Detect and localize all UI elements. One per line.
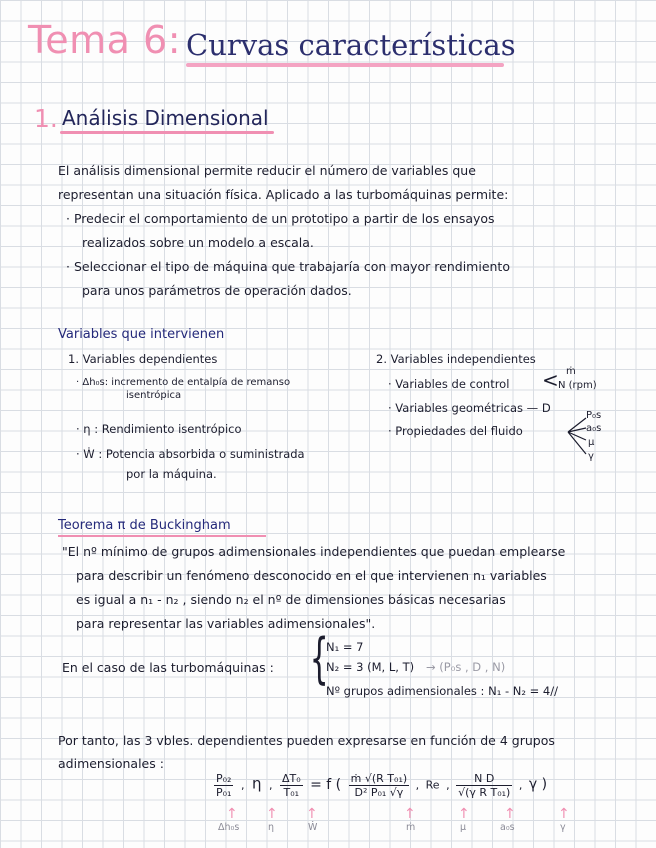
ind-item-3-p0s: P₀s [586,410,602,421]
ind-item-3-gamma: γ [588,451,594,462]
section-underline [60,131,274,134]
conclusion-line-2: adimensionales : [58,756,164,771]
case-line-3: Nº grupos adimensionales : N₁ - N₂ = 4// [326,684,558,698]
under-label-6: a₀s [500,822,515,833]
intro-bullet-1-line-2: realizados sobre un modelo a escala. [82,235,314,250]
case-label: En el caso de las turbomáquinas : [62,660,274,675]
section-number: 1. [34,104,58,133]
theorem-line-2: para describir un fenómeno desconocido en el que intervienen n₁ variables [76,568,547,583]
eta-symbol: η [251,774,262,793]
intro-bullet-1-line-1: · Predecir el comportamiento de un prototipo a partir de los ensayos [66,211,495,226]
formula-row: $\frac{\text{P₀₂}}{\text{P₀₁}}$ , η , $\frac{\text{ΔT₀}}{\text{T₀₁}}$ = f ( $\frac{\text{ṁ √(R T₀₁)}}{\text{D² P₀₁ √γ}}$ , Re , $\frac{\text{N D}}{\text{√(γ R T₀₁)}}$ , γ ) [216,772,548,799]
ind-item-1: · Variables de control [388,377,510,391]
intro-bullet-2-line-2: para unos parámetros de operación dados. [82,283,352,298]
case-line-2-extra: → (P₀s , D , N) [426,660,506,674]
page-title: Curvas características [186,28,516,62]
arrow-1: ↑ [226,806,238,822]
under-label-4: ṁ [406,822,416,833]
dep-item-3-line-1: · Ẇ : Potencia absorbida o suministrada [76,447,305,461]
fraction-pressure-ratio: $\frac{\text{P₀₂}}{\text{P₀₁}}$ [216,772,232,799]
ind-item-3-mu: μ [588,437,595,448]
under-label-7: γ [560,822,566,833]
reynolds-symbol: Re [425,778,440,792]
ind-item-1-rpm: N (rpm) [558,380,597,391]
dep-item-2: · η : Rendimiento isentrópico [76,422,242,436]
variables-heading: Variables que intervienen [58,327,225,342]
dep-item-1-line-2: isentrópica [126,390,182,401]
theorem-underline [58,535,266,537]
theorem-line-1: "El nº mínimo de grupos adimensionales independientes que puedan emplearse [62,544,566,559]
under-label-3: Ẇ [308,822,318,833]
arrow-5: ↑ [458,806,470,822]
ind-item-2: · Variables geométricas — D [388,401,551,415]
theorem-line-3: es igual a n₁ - n₂ , siendo n₂ el nº de dimensiones básicas necesarias [76,592,506,607]
tema-label: Tema 6: [28,18,181,62]
gamma-end: γ ) [528,776,548,793]
fluid-branch-lines [566,414,588,464]
arrow-6: ↑ [504,806,516,822]
intro-line-2: representan una situación física. Aplicado a las turbomáquinas permite: [58,187,509,202]
section-title: Análisis Dimensional [62,106,269,130]
under-label-1: Δh₀s [218,822,240,833]
dependent-heading: 1. Variables dependientes [68,352,218,366]
theorem-line-4: para representar las variables adimensionales". [76,616,376,631]
arrow-3: ↑ [306,806,318,822]
case-brace: { [309,627,329,690]
intro-bullet-2-line-1: · Seleccionar el tipo de máquina que trabajaría con mayor rendimiento [66,259,510,274]
fraction-speed: $\frac{\text{N D}}{\text{√(γ R T₀₁)}}$ [458,772,511,799]
control-brace: < [542,368,559,392]
case-line-1: N₁ = 7 [326,640,364,654]
arrow-4: ↑ [404,806,416,822]
under-label-5: μ [460,822,467,833]
dep-item-3-line-2: por la máquina. [126,467,217,481]
arrow-7: ↑ [558,806,570,822]
theorem-heading: Teorema π de Buckingham [58,518,231,533]
independent-heading: 2. Variables independientes [376,352,536,366]
fraction-mass-flow: $\frac{\text{ṁ √(R T₀₁)}}{\text{D² P₀₁ √γ}}$ [350,772,408,799]
fraction-temperature-ratio: $\frac{\text{ΔT₀}}{\text{T₀₁}}$ [281,772,301,799]
ind-item-3: · Propiedades del fluido [388,424,523,438]
under-label-2: η [268,822,275,833]
conclusion-line-1: Por tanto, las 3 vbles. dependientes pueden expresarse en función de 4 grupos [58,733,555,748]
arrow-2: ↑ [266,806,278,822]
ind-item-1-mdot: ṁ [566,366,576,377]
dep-item-1-line-1: · Δh₀s: incremento de entalpía de remanso [76,377,291,388]
ind-item-3-a0s: a₀s [586,423,602,434]
title-underline [186,63,504,67]
intro-line-1: El análisis dimensional permite reducir el número de variables que [58,163,476,178]
equals-function: = f ( [310,776,342,793]
case-line-2: N₂ = 3 (M, L, T) [326,660,415,674]
